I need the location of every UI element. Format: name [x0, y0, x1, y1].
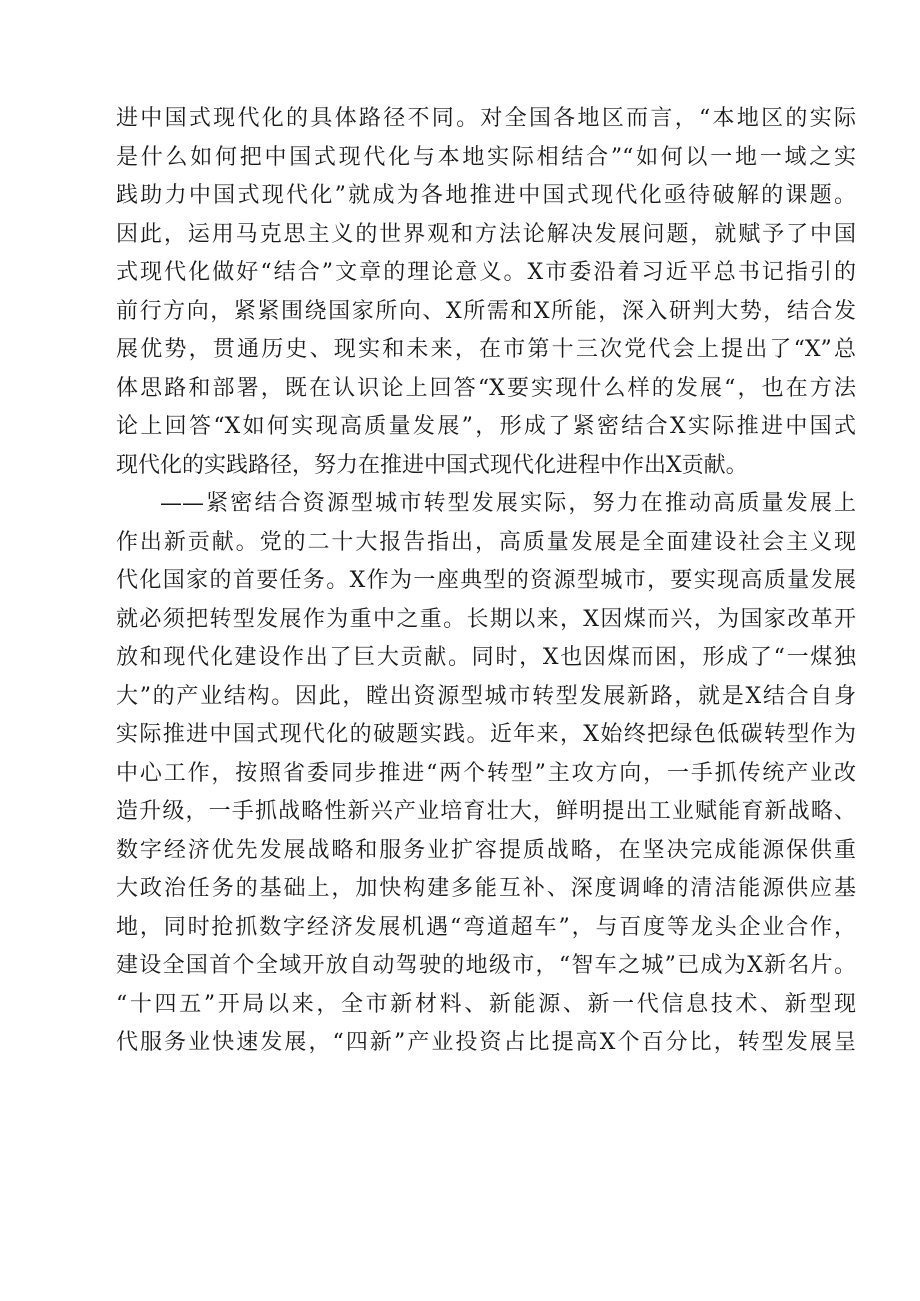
text-line: “十四五”开局以来，全市新材料、新能源、新一代信息技术、新型现 — [116, 991, 856, 1017]
text-line: 践助力中国式现代化”就成为各地推进中国式现代化亟待破解的课题。 — [116, 183, 856, 208]
text-line: 地，同时抢抓数字经济发展机遇“弯道超车”，与百度等龙头企业合作， — [116, 914, 856, 940]
text-line: 造升级，一手抓战略性新兴产业培育壮大，鲜明提出工业赋能育新战略、 — [116, 799, 856, 824]
text-line: 数字经济优先发展战略和服务业扩容提质战略，在坚决完成能源保供重 — [116, 837, 856, 863]
text-line: ——紧密结合资源型城市转型发展实际，努力在推动高质量发展上 — [160, 491, 856, 516]
body-text — [116, 100, 856, 1063]
text-line: 展优势，贯通历史、现实和未来，在市第十三次党代会上提出了“X”总 — [116, 337, 856, 362]
text-line: 现代化的实践路径，努力在推进中国式现代化进程中作出X贡献。 — [116, 452, 748, 478]
text-line: 代化国家的首要任务。X作为一座典型的资源型城市，要实现高质量发展 — [116, 568, 856, 593]
text-line: 中心工作，按照省委同步推进“两个转型”主攻方向，一手抓传统产业改 — [116, 760, 856, 786]
text-line: 就必须把转型发展作为重中之重。长期以来，X因煤而兴，为国家改革开 — [116, 606, 856, 632]
text-line: 是什么如何把中国式现代化与本地实际相结合”“如何以一地一域之实 — [116, 144, 856, 170]
text-line: 论上回答“X如何实现高质量发展”，形成了紧密结合X实际推进中国式 — [116, 414, 856, 439]
text-line: 作出新贡献。党的二十大报告指出，高质量发展是全面建设社会主义现 — [116, 529, 856, 555]
text-line: 因此，运用马克思主义的世界观和方法论解决发展问题，就赋予了中国 — [116, 221, 856, 247]
text-line: 前行方向，紧紧围绕国家所向、X所需和X所能，深入研判大势，结合发 — [116, 298, 856, 324]
text-line: 体思路和部署，既在认识论上回答“X要实现什么样的发展“，也在方法 — [116, 375, 856, 401]
text-line: 建设全国首个全域开放自动驾驶的地级市，“智车之城”已成为X新名片。 — [116, 953, 856, 978]
text-line: 代服务业快速发展，“四新”产业投资占比提高X个百分比，转型发展呈 — [116, 1030, 856, 1055]
text-line: 实际推进中国式现代化的破题实践。近年来，X始终把绿色低碳转型作为 — [116, 722, 856, 747]
text-line: 放和现代化建设作出了巨大贡献。同时，X也因煤而困，形成了“一煤独 — [116, 645, 856, 670]
text-line: 进中国式现代化的具体路径不同。对全国各地区而言，“本地区的实际 — [116, 106, 856, 131]
text-line: 大政治任务的基础上，加快构建多能互补、深度调峰的清洁能源供应基 — [116, 876, 856, 901]
text-line: 式现代化做好“结合”文章的理论意义。X市委沿着习近平总书记指引的 — [116, 260, 856, 285]
text-line: 大”的产业结构。因此，瞠出资源型城市转型发展新路，就是X结合自身 — [116, 683, 856, 709]
